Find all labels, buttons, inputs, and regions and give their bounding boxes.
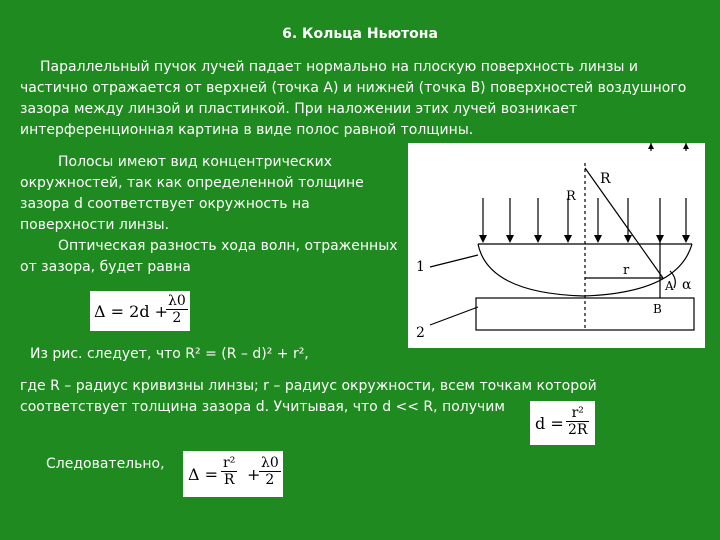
formula1-lhs: Δ = 2d +: [94, 302, 169, 321]
label-R-big: R: [600, 171, 611, 187]
newton-rings-diagram: [408, 143, 705, 348]
diagram-svg: [408, 143, 705, 348]
page-title: 6. Кольца Ньютона: [282, 26, 438, 42]
formula-path-difference: [90, 291, 190, 331]
where-text: где R – радиус кривизны линзы; r – радиус окружности, всем точкам которой соответствует толщина зазора d. Учитывая, что d << R, получим: [20, 378, 597, 415]
label-alpha: α: [682, 277, 692, 293]
formula2-lhs: d =: [535, 414, 564, 433]
formula3-lhs: Δ =: [188, 465, 219, 484]
label-2: 2: [416, 325, 425, 341]
label-1: 1: [416, 259, 425, 275]
formula3-num2: λ0: [261, 455, 279, 471]
formula1-den: 2: [172, 310, 182, 326]
rings-text: Полосы имеют вид концентрических окружностей, так как определенной толщине зазора d соответствует окружность на поверхности линзы.: [20, 154, 364, 233]
label-B: B: [653, 302, 662, 316]
formula3-den2: 2: [265, 472, 275, 488]
formula3-den1: R: [223, 472, 235, 488]
rings-paragraph: [20, 152, 405, 278]
path-text: Оптическая разность хода волн, отраженных от зазора, будет равна: [20, 238, 398, 275]
formula3-num1: r²: [223, 455, 236, 471]
from-figure-text: Из рис. следует, что R² = (R – d)² + r²,: [30, 346, 309, 362]
formula3-plus: +: [247, 465, 261, 484]
formula-thickness: [530, 401, 595, 445]
hence-text: Следовательно,: [46, 456, 165, 472]
formula1-num: λ0: [168, 293, 186, 309]
formula-path-difference-final: [183, 451, 283, 497]
label-A: A: [665, 279, 674, 293]
formula2-den: 2R: [568, 422, 588, 438]
intro-paragraph: [20, 57, 710, 141]
intro-text: Параллельный пучок лучей падает нормально на плоскую поверхность линзы и частично отражается от верхней (точка А) и нижней (точка В) поверхностей воздушного зазора между линзой и пластинкой. При наложении этих лучей возникает интерференционная картина в виде полос равной толщины.: [20, 59, 687, 138]
label-r: r: [623, 263, 630, 278]
formula2-num: r²: [566, 405, 589, 422]
label-R-small: R: [566, 189, 576, 204]
